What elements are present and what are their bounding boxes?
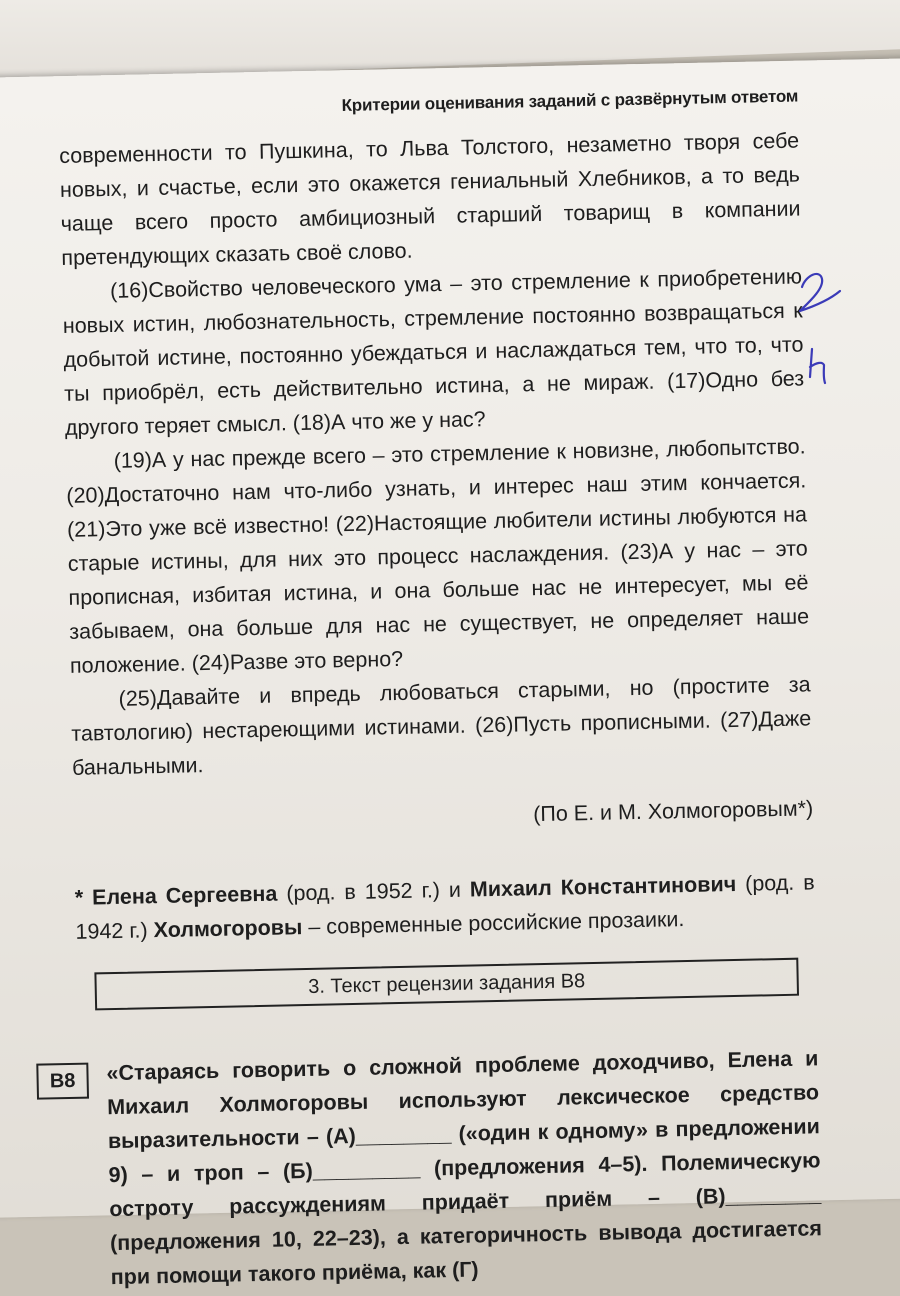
handwritten-marks [790,265,860,405]
footnote-text-3: – современные российские прозаики. [302,907,685,940]
section-title: 3. Текст рецензии задания В8 [307,970,586,998]
footnote-name-2: Михаил Константинович [469,871,737,902]
paragraph-3: (19)А у нас прежде всего – это стремление к новизне, любопытство. (20)Достаточно нам что-либо узнать, и интерес наш этим кончается. (21)Это уже всё известно! (22)Настоящие любители истины любуются на старые истины, для них это процесс наслаждения. (23)А у нас – это прописная, избитая истина, и она больше нас не интересует, мы её забываем, она больше для нас не существует, не определяет наше положение. (24)Разве это верно? [66,434,810,678]
task-label: В8 [36,1063,89,1100]
footnote-name-3: Холмогоровы [153,915,303,943]
running-head: Критерии оценивания заданий с развёрнутым ответом [341,86,799,116]
task-b8 [49,1041,823,1294]
footnote-star: * [74,885,93,910]
section-title-box [94,958,799,1011]
author-footnote [74,865,815,948]
paragraph-2: (16)Свойство человеческого ума – это стремление к приобретению новых истин, любознательность, стремление постоянно возвращаться к добытой истине, постоянно убеждаться и наслаждаться тем, что то, что ты приобрёл, есть действительно истина, а не мираж. (17)Одно без другого теряет смысл. (18)А что же у нас? [62,264,805,440]
source-attribution: (По Е. и М. Холмогоровым*) [532,796,814,827]
footnote-text-1: (род. в 1952 г.) и [277,877,471,906]
paragraph-4: (25)Давайте и впредь любоваться старыми, но (простите за тавтологию) нестареющими истинами. (26)Пусть прописными. (27)Даже банальными. [71,672,812,780]
document-body [49,80,823,1295]
handwritten-mark-2 [800,274,840,311]
handwritten-mark-4 [810,349,825,383]
task-text: «Стараясь говорить о сложной проблеме доходчиво, Елена и Михаил Холмогоровы используют лексическое средство выразительности – (А)________ («один к одному» в предложении 9) – и троп – (Б)_________ (предложения 4–5). Полемическую остроту рассуждениям придаёт приём – (В)________ (предложения 10, 22–23), а категоричность вывода достигается при помощи такого приёма, как (Г) [106,1046,823,1290]
footnote-text-2: (род. в 1942 г.) [75,870,815,944]
footnote-name-1: Елена Сергеевна [91,881,278,910]
paragraph-1: современности то Пушкина, то Льва Толстого, незаметно творя себе новых, и счастье, если это окажется гениальный Хлебников, а то ведь чаще всего просто амбициозный старший товарищ в компании претендующих сказать своё слово. [59,128,801,270]
